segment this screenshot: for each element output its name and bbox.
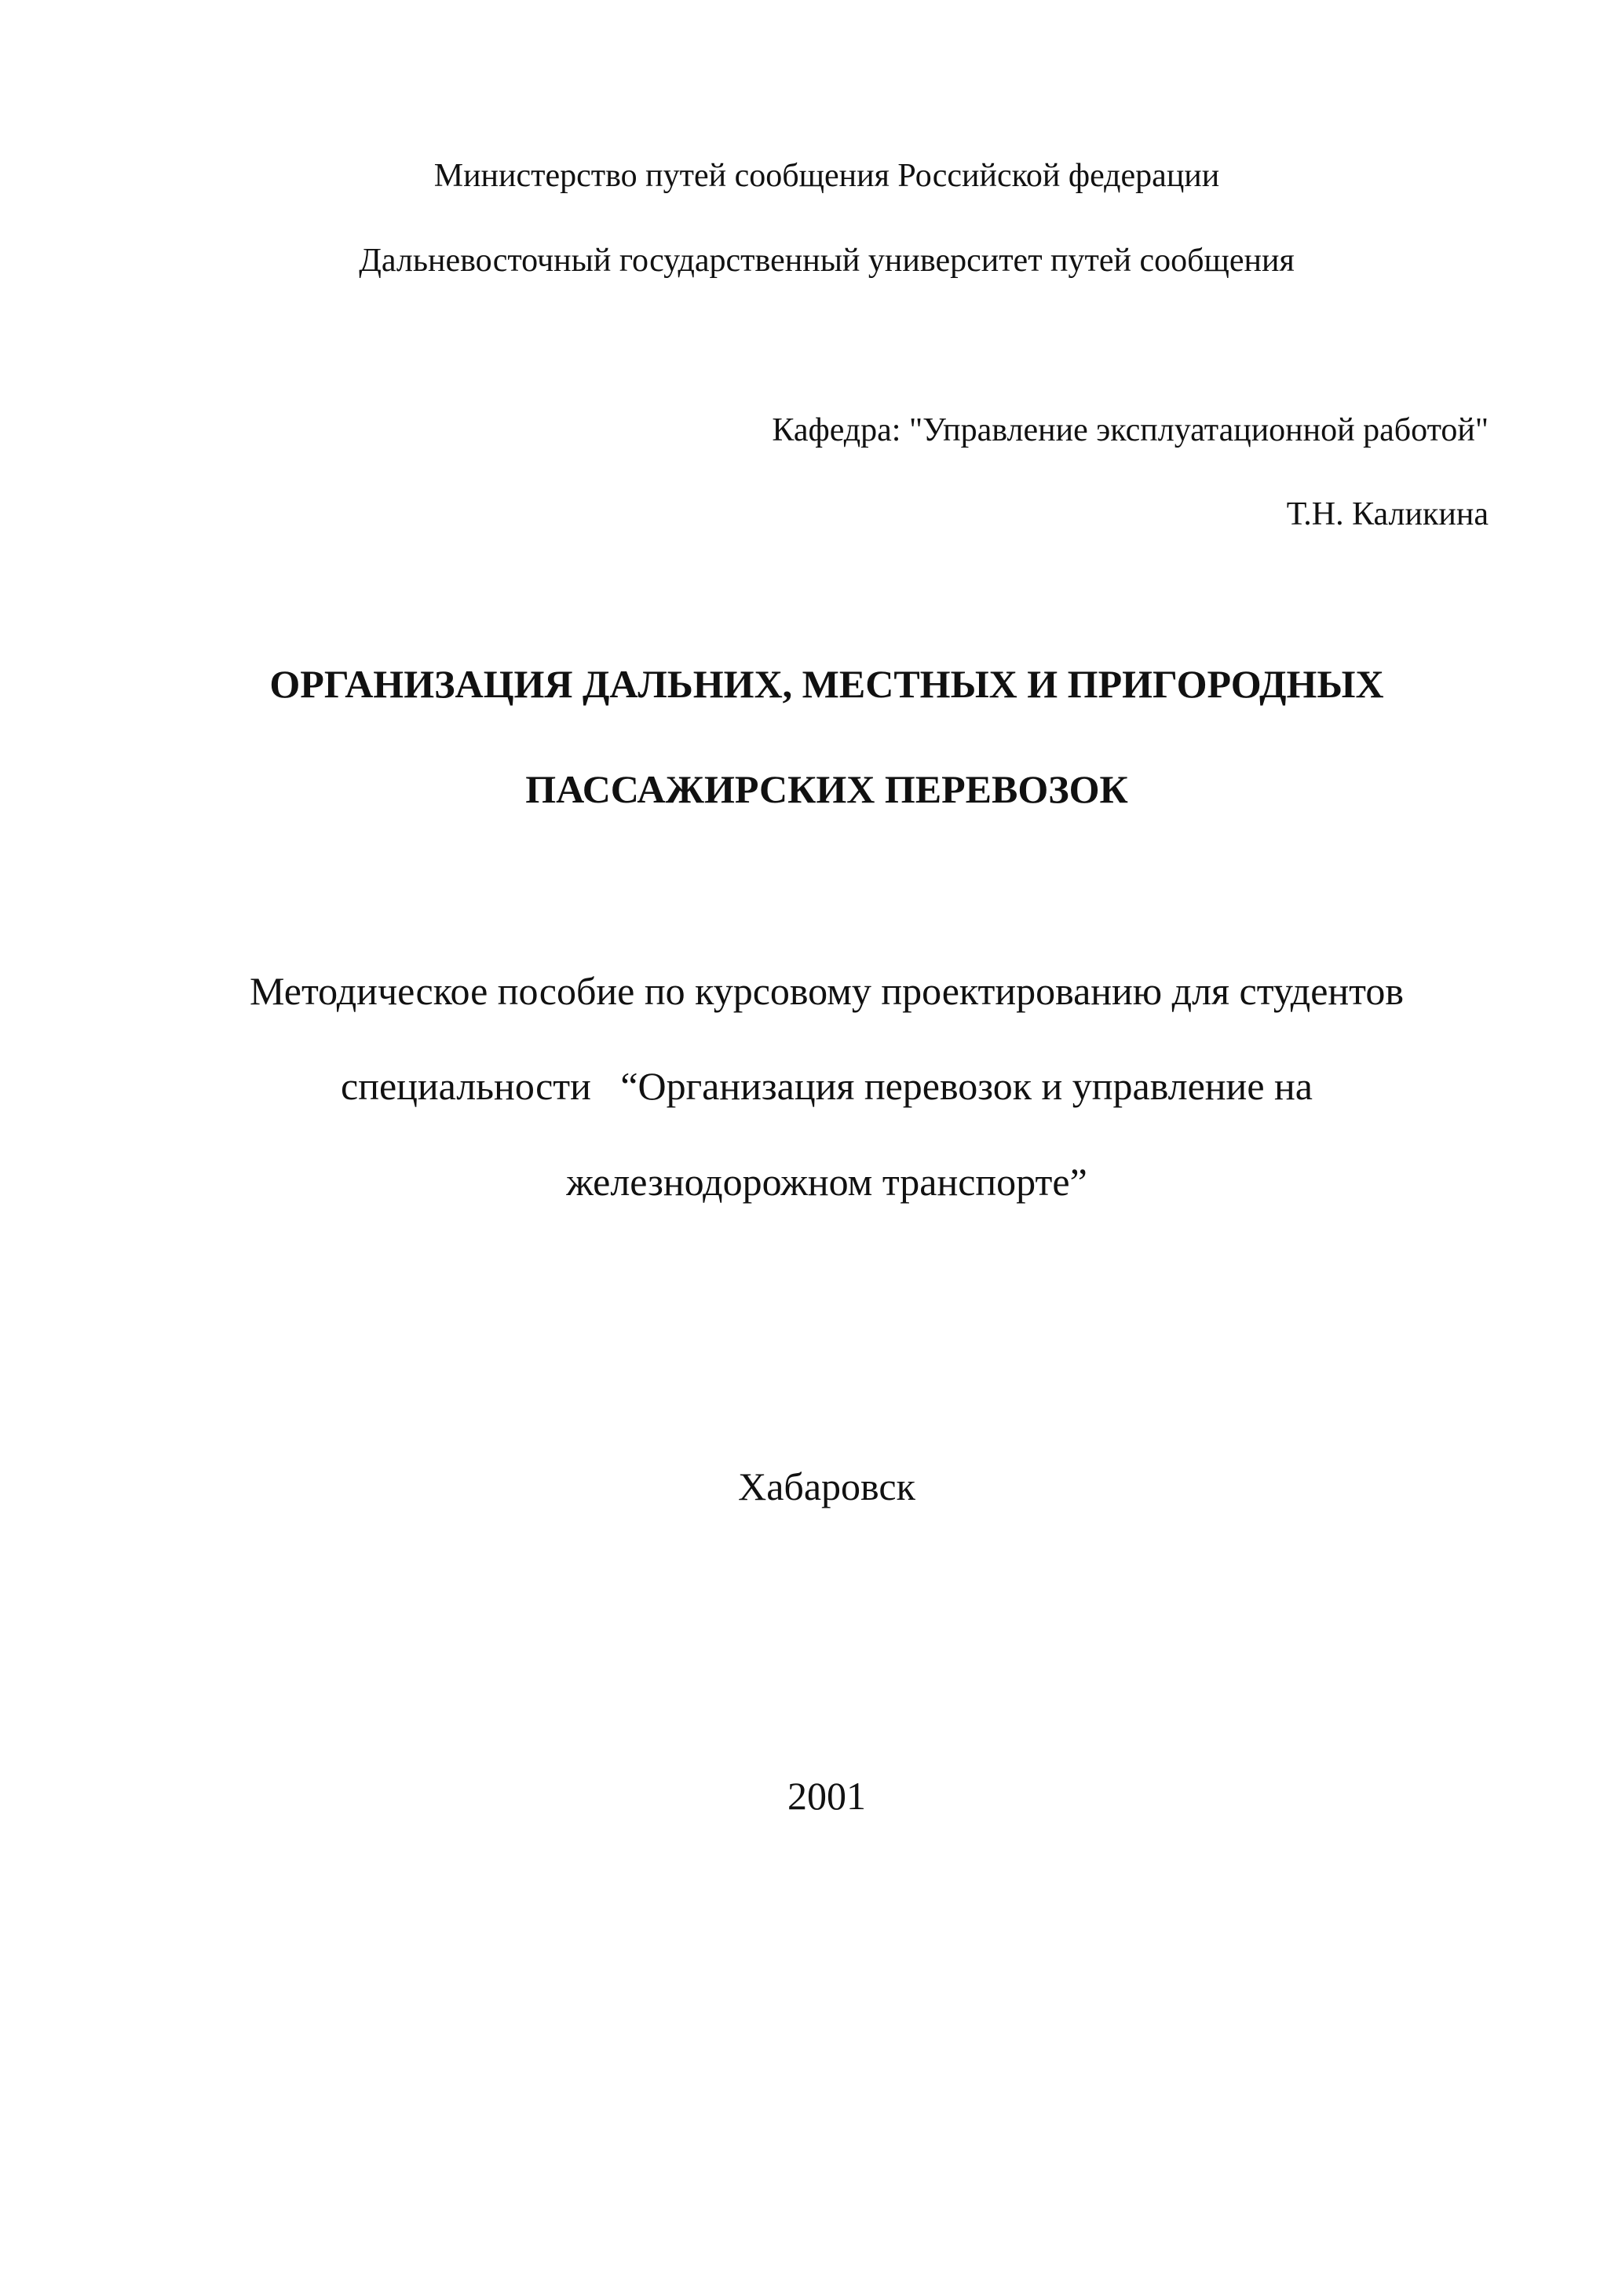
subtitle-line-2: специальности “Организация перевозок и управление на <box>341 1064 1313 1108</box>
subtitle-line-3: железнодорожном транспорте” <box>566 1160 1087 1204</box>
document-title-line-2: ПАССАЖИРСКИХ ПЕРЕВОЗОК <box>525 767 1128 811</box>
publication-year: 2001 <box>787 1774 866 1818</box>
author-name: Т.Н. Каликина <box>1286 496 1489 532</box>
university-name: Дальневосточный государственный университет путей сообщения <box>359 243 1295 279</box>
subtitle-line-1: Методическое пособие по курсовому проектированию для студентов <box>250 969 1404 1013</box>
city-name: Хабаровск <box>738 1464 915 1508</box>
department-name: Кафедра: "Управление эксплуатационной работой" <box>772 412 1489 448</box>
ministry-name: Министерство путей сообщения Российской федерации <box>433 158 1220 194</box>
document-title-line-1: ОРГАНИЗАЦИЯ ДАЛЬНИХ, МЕСТНЫХ И ПРИГОРОДНЫХ <box>269 662 1384 706</box>
